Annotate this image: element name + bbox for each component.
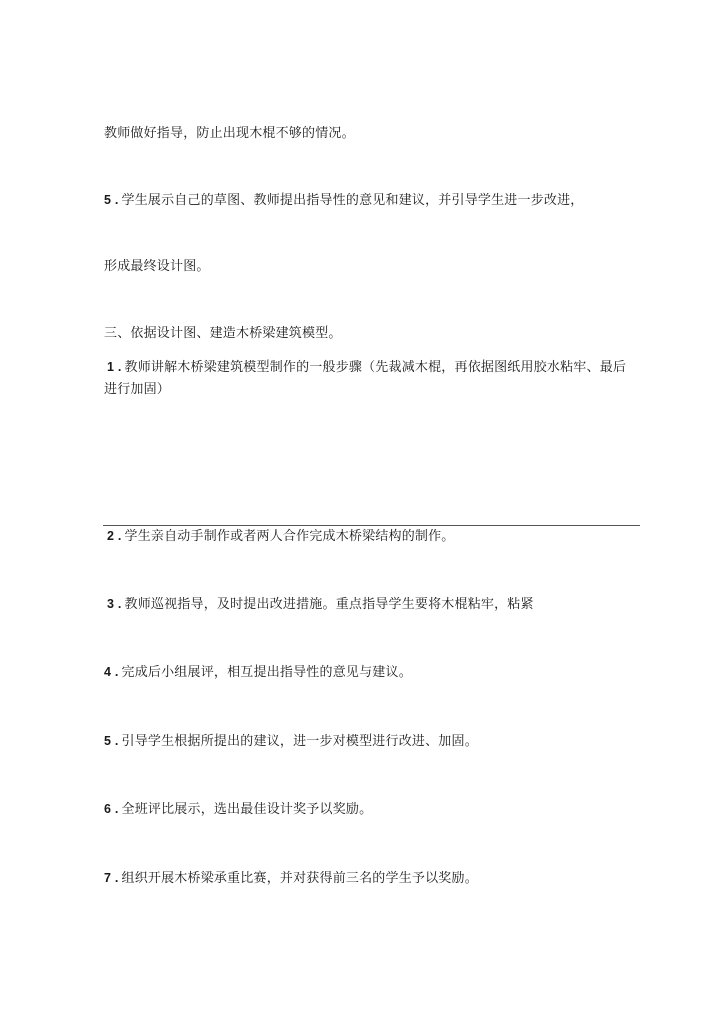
step-number: 5 .: [104, 734, 119, 748]
step-7: [104, 868, 478, 889]
step-a5-line2: 形成最终设计图。: [104, 259, 210, 274]
step-1-line2: 进行加固）: [104, 382, 171, 397]
step-2: [107, 526, 455, 547]
intro-line: 教师做好指导，防止出现木棍不够的情况。: [104, 126, 355, 141]
step-number: 5 .: [104, 193, 119, 207]
step-1-line1: [107, 357, 626, 378]
step-a5-line1: [104, 190, 584, 211]
step-number: 1 .: [107, 360, 122, 374]
step-text: 组织开展木桥梁承重比赛，并对获得前三名的学生予以奖励。: [121, 871, 478, 886]
step-text: 学生亲自动手制作或者两人合作完成木桥梁结构的制作。: [124, 529, 455, 544]
step-number: 7 .: [104, 871, 119, 885]
step-text: 引导学生根据所提出的建议，进一步对模型进行改进、加固。: [121, 734, 478, 749]
step-number: 6 .: [104, 802, 119, 816]
step-5: [104, 731, 478, 752]
step-text: 教师巡视指导，及时提出改进措施。重点指导学生要将木棍粘牢，粘紧: [124, 597, 534, 612]
step-4: [104, 662, 412, 683]
step-text: 教师讲解木桥梁建筑模型制作的一般步骤（先裁减木棍，再依据图纸用胶水粘牢、最后: [124, 360, 627, 375]
section3-heading: 三、依据设计图、建造木桥梁建筑模型。: [104, 326, 342, 341]
step-text: 学生展示自己的草图、教师提出指导性的意见和建议，并引导学生进一步改进，: [121, 193, 584, 208]
step-number: 3 .: [107, 597, 122, 611]
step-number: 4 .: [104, 665, 119, 679]
step-3: [107, 594, 534, 615]
step-text: 完成后小组展评，相互提出指导性的意见与建议。: [121, 665, 412, 680]
step-text: 全班评比展示，选出最佳设计奖予以奖励。: [121, 802, 373, 817]
step-6: [104, 799, 372, 820]
step-number: 2 .: [107, 529, 122, 543]
